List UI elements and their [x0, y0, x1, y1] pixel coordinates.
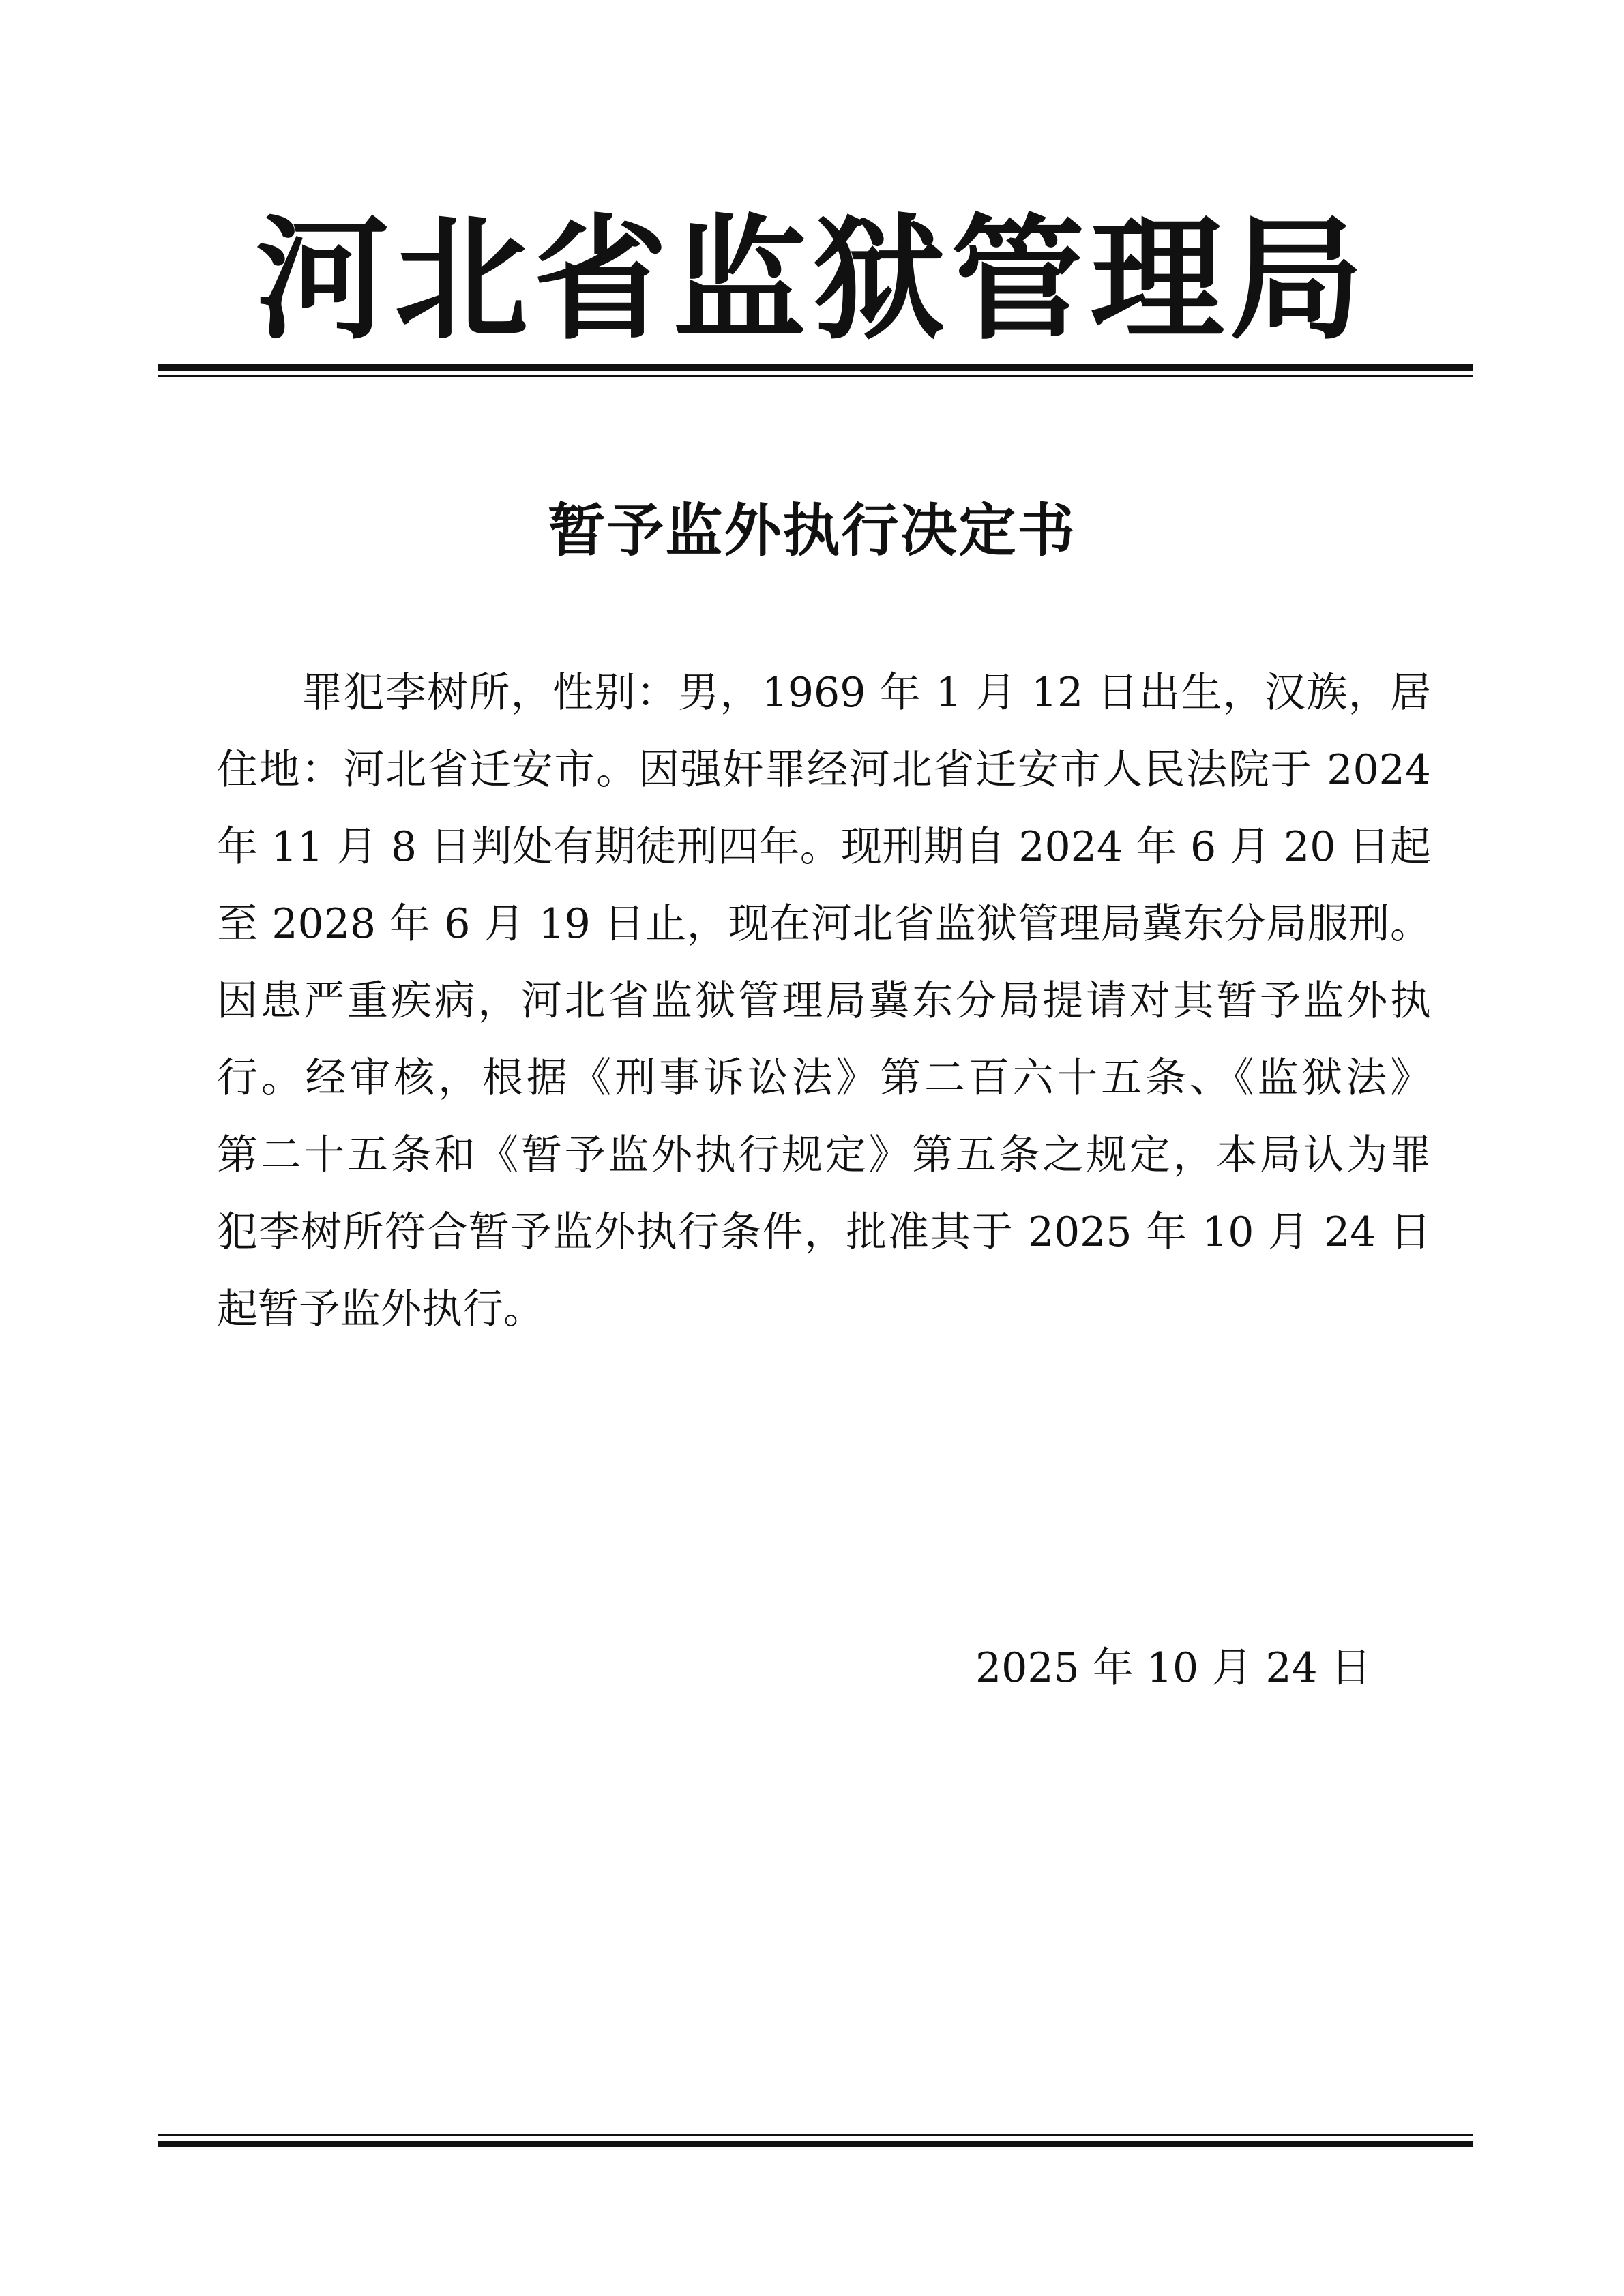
body-line: 罪犯李树所，性别：男，1969 年 1 月 12 日出生，汉族，居	[301, 669, 1431, 717]
letterhead-org-name: 河北省监狱管理局	[255, 201, 1369, 358]
body-line: 第二十五条和《暂予监外执行规定》第五条之规定，本局认为罪	[217, 1131, 1431, 1179]
body-line: 犯李树所符合暂予监外执行条件，批准其于 2025 年 10 月 24 日	[217, 1208, 1431, 1256]
footer-divider-thick	[158, 2141, 1473, 2147]
document-body	[217, 655, 1431, 1348]
document-date: 2025 年 10 月 24 日	[975, 1644, 1372, 1692]
footer-divider-thin	[158, 2134, 1473, 2136]
body-line: 至 2028 年 6 月 19 日止，现在河北省监狱管理局冀东分局服刑。	[217, 900, 1431, 948]
document-title: 暂予监外执行决定书	[548, 496, 1076, 564]
body-line: 因患严重疾病，河北省监狱管理局冀东分局提请对其暂予监外执	[217, 977, 1431, 1025]
body-line: 住地：河北省迁安市。因强奸罪经河北省迁安市人民法院于 2024	[217, 746, 1431, 794]
body-line: 行。经审核，根据《刑事诉讼法》第二百六十五条、《监狱法》	[217, 1054, 1431, 1102]
body-line: 年 11 月 8 日判处有期徒刑四年。现刑期自 2024 年 6 月 20 日起	[217, 823, 1431, 871]
letterhead-divider-thick	[158, 364, 1473, 371]
letterhead-divider-thin	[158, 375, 1473, 377]
body-line: 起暂予监外执行。	[217, 1285, 544, 1333]
